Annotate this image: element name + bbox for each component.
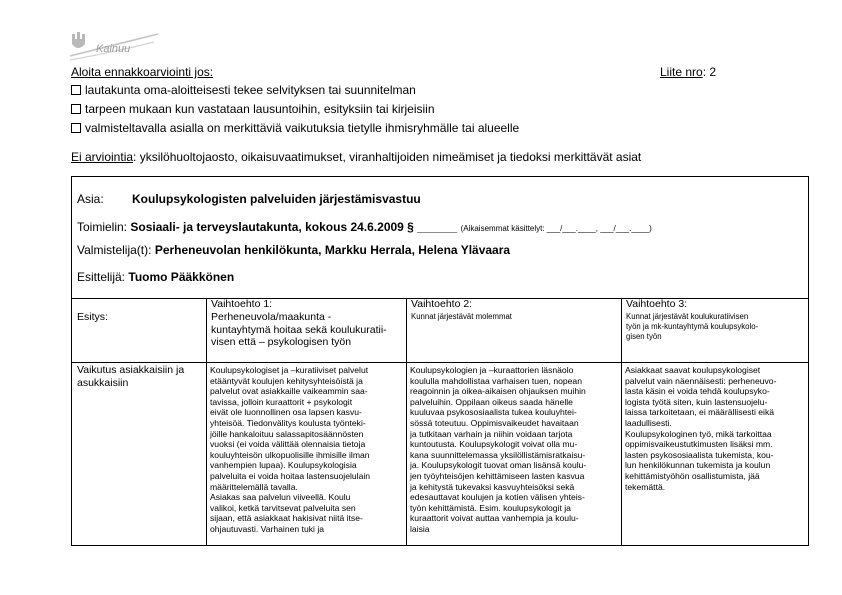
row1-option3: Kunnat järjestävät koulukuratiivisen työn ja mk-kuntayhtymä koulupsykolo- gisen työn <box>626 312 759 341</box>
intro-text: Aloita ennakkoarviointi jos: <box>71 65 214 79</box>
row2-option2: Koulupsykologien ja –kuraattorien läsnäolo koululla mahdollistaa varhaisen tuen, nopean reagoinnin ja oikea-aikaisen ohjauksen muihin palveluihin. Oppilaan oikeus saada hänelle kuuluvaa psykososiaalista tukea kouluyhtei- sössä toteutuu. Oppimisvaikeudet havaitaan ja tutkitaan varhain ja niihin voidaan tarjota kuntoutusta. Koulupsykologit voivat olla mu- kana suunnittelemassa yksilöllistämisratkaisu- ja. Koulupsykologit tuovat oman lisänsä koulu- jen työyhteisöjen kehittämiseen lasten kasvua ja kehitystä tukevaksi kasvuyhteisöksi sekä edesauttavat koulujen ja kotien välisen yhteis- työn kehittämistä. Esim. koulupsykologit ja kuraattorit voivat auttaa vanhempia ja koulu- laisia <box>410 365 587 534</box>
row-label-esitys: Esitys: <box>77 311 108 323</box>
criteria-item: lautakunta oma-aloitteisesti tekee selvityksen tai suunnitelman <box>71 83 416 97</box>
checkbox-icon <box>71 123 81 133</box>
option-1-header: Vaihtoehto 1: <box>211 298 273 310</box>
no-assessment-line: Ei arviointia: yksilöhuoltojaosto, oikaisuvaatimukset, viranhaltijoiden nimeämiset ja tiedoksi merkittävät asiat <box>71 150 642 164</box>
row1-option2: Kunnat järjestävät molemmat <box>411 312 512 321</box>
criteria-item: tarpeen mukaan kun vastataan lausuntoihin, esityksiin tai kirjeisiin <box>71 102 435 116</box>
attachment-number: Liite nro: 2 <box>660 65 717 79</box>
checkbox-icon <box>71 104 81 114</box>
option-3-header: Vaihtoehto 3: <box>626 298 688 310</box>
logo-text: Kainuu <box>96 43 131 55</box>
assessment-form <box>71 176 809 546</box>
criteria-item: valmisteltavalla asialla on merkittäviä vaikutuksia tietylle ihmisryhmälle tai alueelle <box>71 121 519 135</box>
row2-option1: Koulupsykologiset ja –kuratiiviset palvelut etääntyvät koulujen kehitysyhteisöistä ja palvelut ovat asiakkaille vaikeammin saa- tavissa, jolloin kuraattorit + psykologit eivät ole luonnollinen osa lapsen kasvu- yhteisöä. Tiedonvälitys koulusta työnteki- jöille hankaloituu salassapitosäännösten vuoksi (ei voida välittää olennaisia tietoja kouluyhteisön ulkopuolisille ihmisille ilman vanhempien lupaa). Koulupsykologisia palveluita ei voida hoitaa lastensuojelulain määrittelemällä tavalla. Asiakas saa palvelun viiveellä. Koulu valikoi, ketkä tarvitsevat palveluita sen sijaan, että asiakkaat hakisivat niitä itse- ohjautuvasti. Varhainen tuki ja <box>210 365 371 534</box>
row2-option3: Asiakkaat saavat koulupsykologiset palvelut vain näennäisesti: perheneuvo- lasta käsin ei voida tehdä koulupsyko- logista työtä siten, kuin lastensuojelu- laissa tarkoitetaan, ei määrällisesti eikä laadullisesti. Koulupsykologinen työ, mikä tarkoittaa oppimisvaikeustutkimusten lisäksi mm. lasten psykososiaalista tukemista, kou- lun henkilökunnan tukemista ja koulun kehittämistyöhön osallistumista, jää tekemättä. <box>625 365 777 492</box>
row1-option1: Perheneuvola/maakunta - kuntayhtymä hoitaa sekä koulukuratii- visen että – psykologisen työn <box>211 311 387 348</box>
esittelija-row: Esittelijä: Tuomo Pääkkönen <box>77 270 235 284</box>
option-2-header: Vaihtoehto 2: <box>411 298 473 310</box>
toimielin-row: Toimielin: Sosiaali- ja terveyslautakunta, kokous 24.6.2009 § ______ (Aikaisemmat käsittelyt: ___/___.____, ___/___.____) <box>77 220 652 234</box>
asia-label: Asia: <box>77 192 104 206</box>
asia-value: Koulupsykologisten palveluiden järjestämisvastuu <box>132 192 421 206</box>
row-label-vaikutus: Vaikutus asiakkaisiin ja asukkaisiin <box>77 364 185 389</box>
valmistelija-row: Valmistelija(t): Perheneuvolan henkilökunta, Markku Herrala, Helena Ylävaara <box>77 243 511 257</box>
checkbox-icon <box>71 85 81 95</box>
